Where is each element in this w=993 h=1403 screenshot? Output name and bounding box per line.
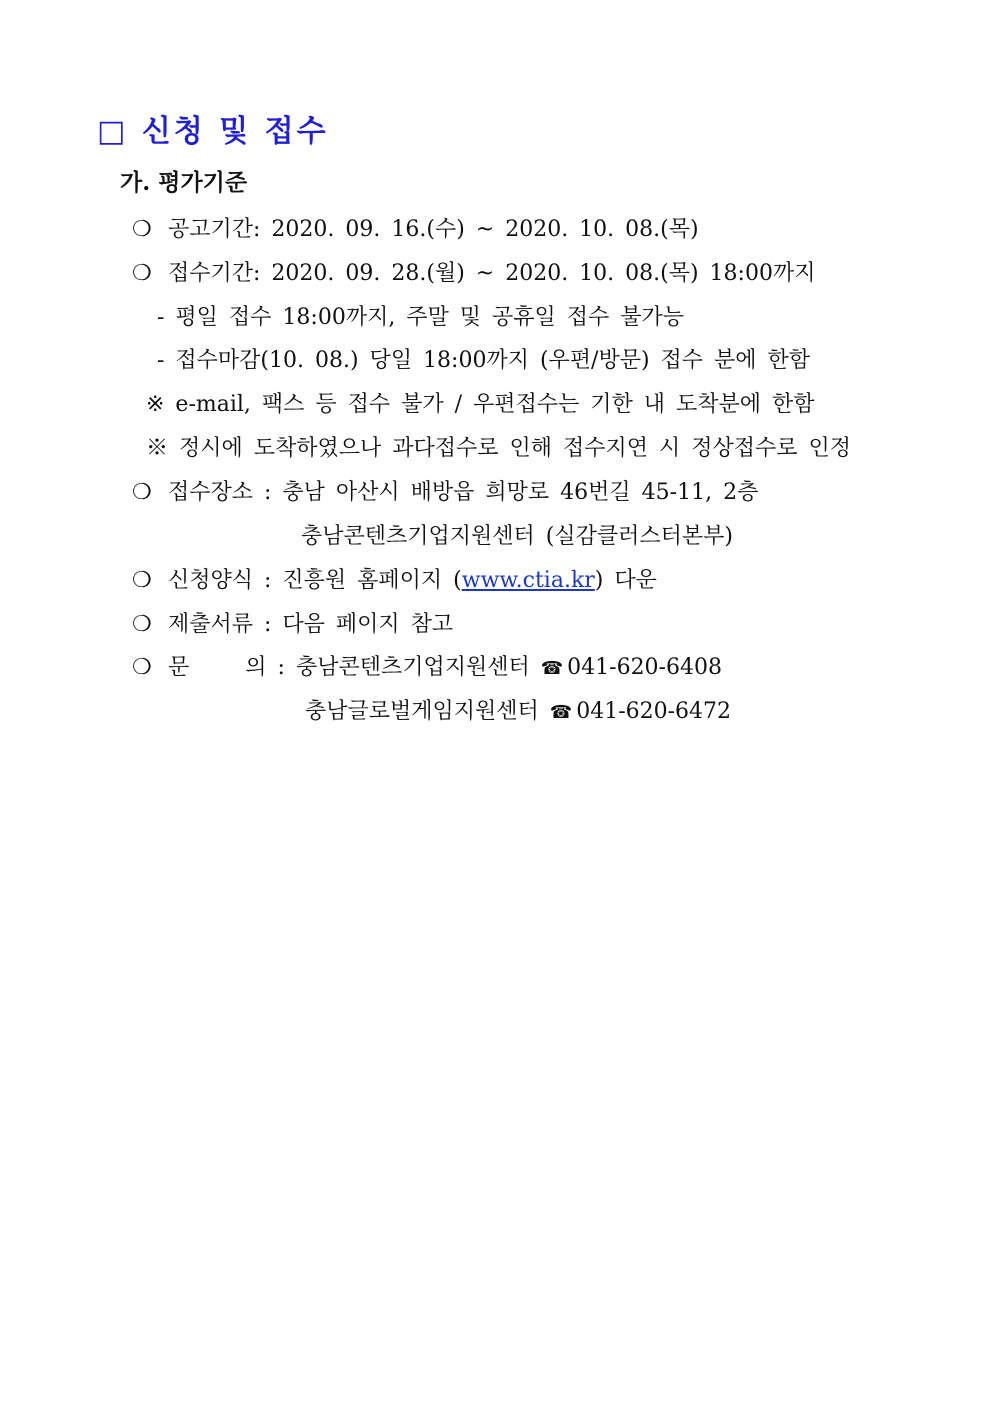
place-line: [132, 477, 758, 509]
inquiry-label-first: 문: [168, 655, 190, 680]
place-building: 충남콘텐츠기업지원센터 (실감클러스터본부): [301, 524, 733, 549]
circle-bullet-icon: ❍: [132, 612, 152, 637]
phone-icon: ☎: [549, 702, 573, 723]
contact-name: 충남콘텐츠기업지원센터: [295, 655, 530, 680]
sub-note-line: - 평일 접수 18:00까지, 주말 및 공휴일 접수 불가능: [157, 305, 685, 330]
form-text-before: 진흥원 홈페이지 (: [282, 568, 462, 593]
receipt-period-value: 2020. 09. 28.(월) ~ 2020. 10. 08.(목) 18:00까지: [271, 261, 816, 286]
receipt-period-line: [132, 258, 815, 290]
circle-bullet-icon: ❍: [132, 480, 152, 505]
subheading: 가. 평가기준: [120, 169, 248, 196]
docs-label: 제출서류 :: [168, 612, 272, 637]
form-line: [132, 565, 657, 597]
phone-icon: ☎: [540, 658, 564, 679]
section-title-text: 신청 및 접수: [141, 114, 329, 149]
contact-phone: 041-620-6472: [576, 699, 732, 724]
inquiry-line-2: [305, 696, 731, 729]
announce-period-label: 공고기간:: [168, 217, 261, 242]
circle-bullet-icon: ❍: [132, 568, 152, 593]
circle-bullet-icon: ❍: [132, 261, 152, 286]
section-title: [97, 110, 329, 154]
form-text-after: ) 다운: [594, 568, 657, 593]
checkbox-square-icon: □: [97, 114, 129, 149]
reference-note-line: ※ e-mail, 팩스 등 접수 불가 / 우편접수는 기한 내 도착분에 한함: [146, 392, 815, 417]
circle-bullet-icon: ❍: [132, 217, 152, 242]
form-label: 신청양식 :: [168, 568, 272, 593]
contact-name: 충남글로벌게임지원센터: [305, 699, 539, 724]
homepage-link[interactable]: www.ctia.kr: [461, 568, 595, 593]
contact-phone: 041-620-6408: [567, 655, 722, 680]
reference-note-line: ※ 정시에 도착하였으나 과다접수로 인해 접수지연 시 정상접수로 인정: [146, 436, 852, 461]
announce-period-value: 2020. 09. 16.(수) ~ 2020. 10. 08.(목): [271, 217, 699, 242]
docs-line: [132, 609, 453, 641]
inquiry-label-second: 의 :: [245, 655, 285, 680]
announce-period-line: [132, 214, 699, 246]
inquiry-line: [132, 652, 722, 685]
sub-note-line: - 접수마감(10. 08.) 당일 18:00까지 (우편/방문) 접수 분에 한함: [157, 348, 811, 373]
docs-value: 다음 페이지 참고: [282, 612, 454, 637]
place-label: 접수장소 :: [168, 480, 272, 505]
circle-bullet-icon: ❍: [132, 655, 152, 680]
receipt-period-label: 접수기간:: [168, 261, 261, 286]
place-address: 충남 아산시 배방읍 희망로 46번길 45-11, 2층: [282, 480, 759, 505]
